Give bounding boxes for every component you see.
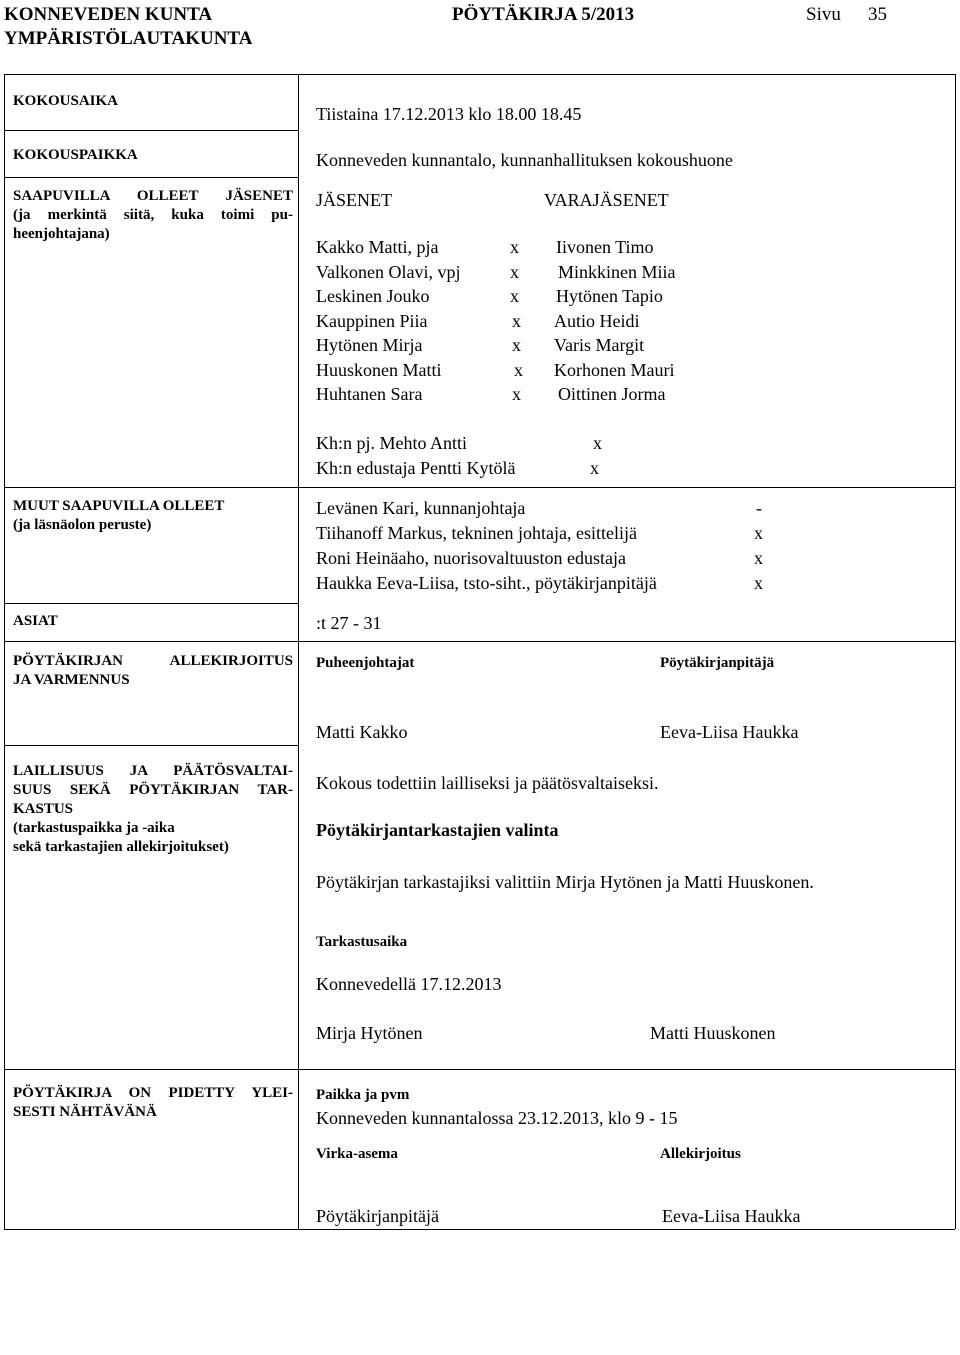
- committee-name: YMPÄRISTÖLAUTAKUNTA: [4, 28, 253, 49]
- members-list: [316, 237, 936, 409]
- public-place-label: Paikka ja pvm: [316, 1087, 410, 1103]
- position-label: Virka-asema: [316, 1146, 398, 1162]
- label-laillisuus-line1: LAILLISUUS JA PÄÄTÖSVALTAI-: [13, 763, 293, 779]
- presence-mark: x: [510, 237, 519, 257]
- deputies-column-heading: VARAJÄSENET: [544, 190, 669, 210]
- label-saapuvilla-line1: SAAPUVILLA OLLEET JÄSENET: [13, 188, 293, 204]
- member-name: Huuskonen Matti: [316, 359, 442, 380]
- table-bottom-border: [4, 1229, 955, 1230]
- org-name: KONNEVEDEN KUNTA: [4, 4, 213, 25]
- inspection-label: Tarkastusaika: [316, 934, 408, 950]
- other-mark: x: [754, 548, 763, 568]
- label-laillisuus-line5: sekä tarkastajien allekirjoitukset): [13, 839, 229, 855]
- label-laillisuus-line2: SUUS SEKÄ PÖYTÄKIRJAN TAR-: [13, 782, 293, 798]
- chair-name: Matti Kakko: [316, 722, 408, 742]
- divider-members: [4, 487, 955, 488]
- presence-mark: x: [512, 310, 521, 331]
- member-name: Leskinen Jouko: [316, 286, 430, 306]
- inspectors-selection: Pöytäkirjan tarkastajiksi valittiin Mirja Hytönen ja Matti Huuskonen.: [316, 872, 814, 892]
- extra-member-name: Kh:n pj. Mehto Antti: [316, 433, 468, 453]
- other-name: Roni Heinäaho, nuorisovaltuuston edustaja: [316, 548, 626, 568]
- divider-kokouspaikka: [4, 177, 298, 178]
- meeting-place: Konneveden kunnantalo, kunnanhallituksen kokoushuone: [316, 150, 733, 170]
- chair-label: Puheenjohtajat: [316, 655, 415, 671]
- other-mark: x: [754, 523, 763, 543]
- position-value: Pöytäkirjanpitäjä: [316, 1206, 439, 1226]
- other-name: Tiihanoff Markus, tekninen johtaja, esittelijä: [316, 523, 637, 543]
- table-top-border: [4, 74, 955, 75]
- presence-mark: x: [510, 261, 519, 282]
- table-right-border: [955, 74, 956, 1229]
- member-name: Valkonen Olavi, vpj: [316, 261, 461, 282]
- member-name: Huhtanen Sara: [316, 384, 423, 404]
- label-kokouspaikka: KOKOUSPAIKKA: [13, 147, 138, 163]
- divider-kokousaika: [4, 130, 298, 131]
- label-nahtavana-line1: PÖYTÄKIRJA ON PIDETTY YLEI-: [13, 1085, 293, 1101]
- other-name: Levänen Kari, kunnanjohtaja: [316, 498, 526, 518]
- deputy-name: Iivonen Timo: [556, 237, 654, 257]
- label-laillisuus-line3: KASTUS: [13, 801, 74, 817]
- presence-mark: x: [512, 335, 521, 355]
- deputy-name: Autio Heidi: [554, 310, 640, 331]
- column-divider: [298, 74, 299, 1229]
- secretary-label: Pöytäkirjanpitäjä: [660, 655, 775, 671]
- page-label: Sivu: [806, 4, 841, 25]
- public-place-value: Konneveden kunnantalossa 23.12.2013, klo 9 - 15: [316, 1108, 678, 1128]
- label-saapuvilla-line2: (ja merkintä siitä, kuka toimi pu-: [13, 207, 293, 223]
- inspectors-heading: Pöytäkirjantarkastajien valinta: [316, 820, 559, 840]
- extra-member-mark: x: [593, 433, 602, 453]
- inspector-2-name: Matti Huuskonen: [650, 1023, 776, 1043]
- divider-legality: [4, 1069, 955, 1070]
- label-allekirjoitus-line2: JA VARMENNUS: [13, 672, 130, 688]
- asiat-value: :t 27 - 31: [316, 613, 382, 633]
- inspector-1-name: Mirja Hytönen: [316, 1023, 423, 1043]
- label-laillisuus-line4: (tarkastuspaikka ja -aika: [13, 820, 175, 836]
- extra-member-mark: x: [590, 458, 599, 478]
- other-mark: -: [756, 498, 762, 518]
- other-name: Haukka Eeva-Liisa, tsto-siht., pöytäkirjanpitäjä: [316, 573, 657, 593]
- divider-asiat: [4, 641, 955, 642]
- label-muut-line2: (ja läsnäolon peruste): [13, 517, 152, 533]
- other-mark: x: [754, 573, 763, 593]
- divider-signatures: [4, 745, 298, 746]
- divider-others: [4, 603, 298, 604]
- inspection-place-date: Konnevedellä 17.12.2013: [316, 974, 502, 994]
- deputy-name: Varis Margit: [554, 335, 645, 355]
- member-name: Kakko Matti, pja: [316, 237, 439, 257]
- extra-member-name: Kh:n edustaja Pentti Kytölä: [316, 458, 516, 478]
- label-asiat: ASIAT: [13, 613, 58, 629]
- member-name: Hytönen Mirja: [316, 335, 423, 355]
- others-list: [316, 498, 946, 598]
- deputy-name: Korhonen Mauri: [554, 359, 675, 380]
- presence-mark: x: [514, 359, 523, 380]
- document-title: PÖYTÄKIRJA 5/2013: [452, 4, 635, 25]
- label-muut-line1: MUUT SAAPUVILLA OLLEET: [13, 498, 225, 514]
- meeting-time: Tiistaina 17.12.2013 klo 18.00 18.45: [316, 104, 582, 124]
- presence-mark: x: [510, 286, 519, 306]
- label-allekirjoitus-line1: PÖYTÄKIRJAN ALLEKIRJOITUS: [13, 653, 293, 669]
- legality-statement: Kokous todettiin lailliseksi ja päätösvaltaiseksi.: [316, 773, 659, 793]
- deputy-name: Oittinen Jorma: [558, 384, 666, 404]
- secretary-name: Eeva-Liisa Haukka: [660, 722, 799, 742]
- page-number: 35: [868, 4, 887, 25]
- presence-mark: x: [512, 384, 521, 404]
- signature-value: Eeva-Liisa Haukka: [662, 1206, 801, 1226]
- members-column-heading: JÄSENET: [316, 190, 392, 210]
- label-nahtavana-line2: SESTI NÄHTÄVÄNÄ: [13, 1104, 157, 1120]
- member-name: Kauppinen Piia: [316, 310, 428, 331]
- deputy-name: Minkkinen Miia: [558, 261, 676, 282]
- table-left-border: [4, 74, 5, 1229]
- deputy-name: Hytönen Tapio: [556, 286, 663, 306]
- label-kokousaika: KOKOUSAIKA: [13, 93, 119, 109]
- signature-label: Allekirjoitus: [660, 1146, 741, 1162]
- label-saapuvilla-line3: heenjohtajana): [13, 226, 110, 242]
